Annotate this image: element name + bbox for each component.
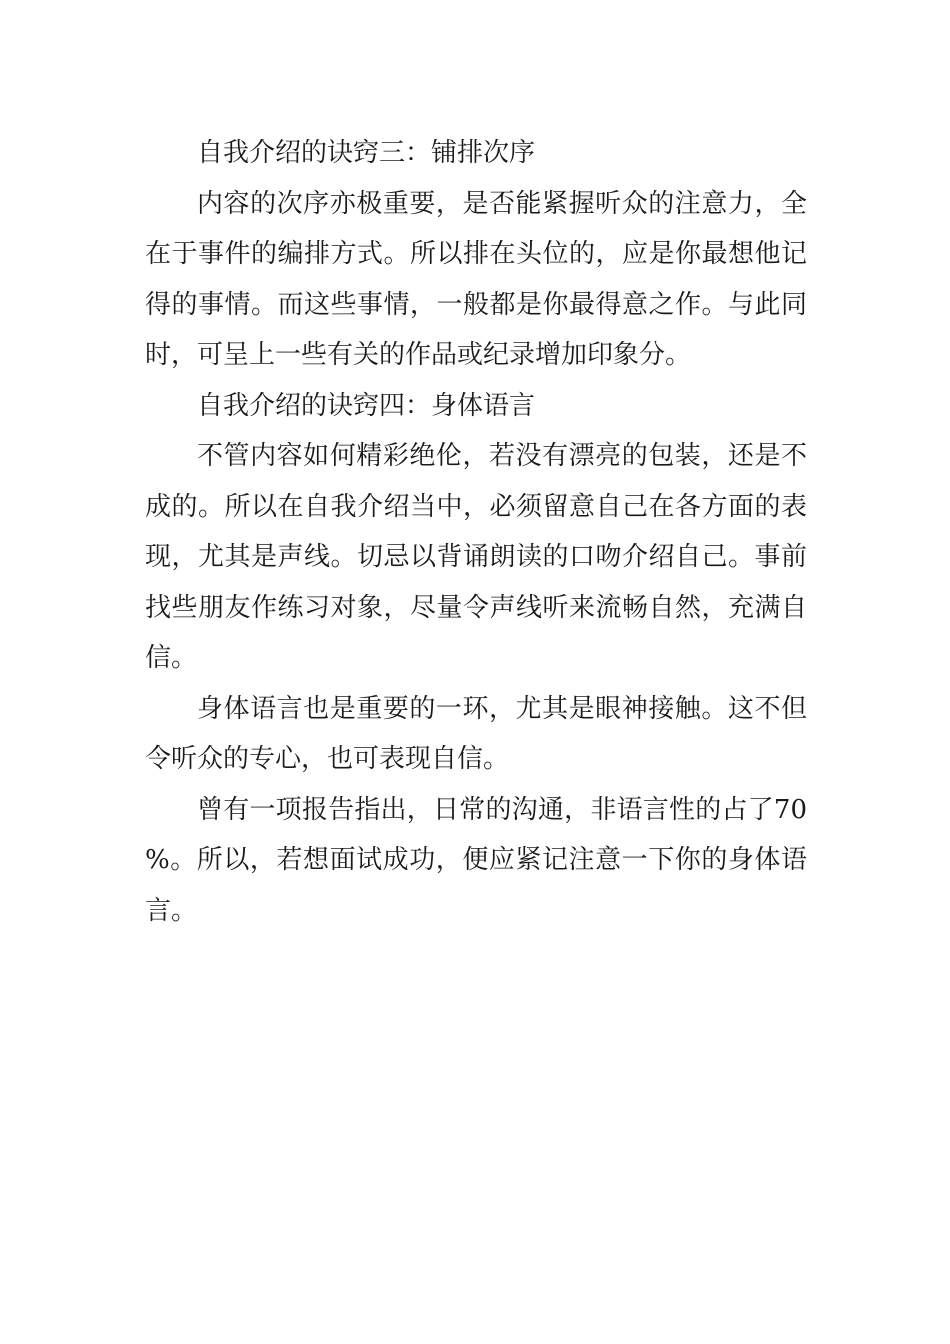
- heading-tip-three: 自我介绍的诀窍三：铺排次序: [197, 138, 536, 168]
- paragraph-eye-contact: 身体语言也是重要的一环，尤其是眼神接触。这不但令听众的专心，也可表现自信。: [145, 693, 807, 774]
- heading-tip-four: 自我介绍的诀窍四：身体语言: [197, 390, 536, 421]
- paragraph-order: 内容的次序亦极重要，是否能紧握听众的注意力，全在于事件的编排方式。所以排在头位的，应是你最想他记得的事情。而这些事情，一般都是你最得意之作。与此同时，可呈上一些有关的作品或纪录增加印象分。: [145, 188, 807, 370]
- paragraph-packaging: 不管内容如何精彩绝伦，若没有漂亮的包装，还是不成的。所以在自我介绍当中，必须留意自己在各方面的表现，尤其是声线。切忌以背诵朗读的口吻介绍自己。事前找些朋友作练习对象，尽量令声线听来流畅自然，充满自信。: [145, 441, 807, 673]
- document-body: [145, 128, 807, 936]
- paragraph-nonverbal: 曾有一项报告指出，日常的沟通，非语言性的占了70%。所以，若想面试成功，便应紧记注意一下你的身体语言。: [145, 794, 807, 926]
